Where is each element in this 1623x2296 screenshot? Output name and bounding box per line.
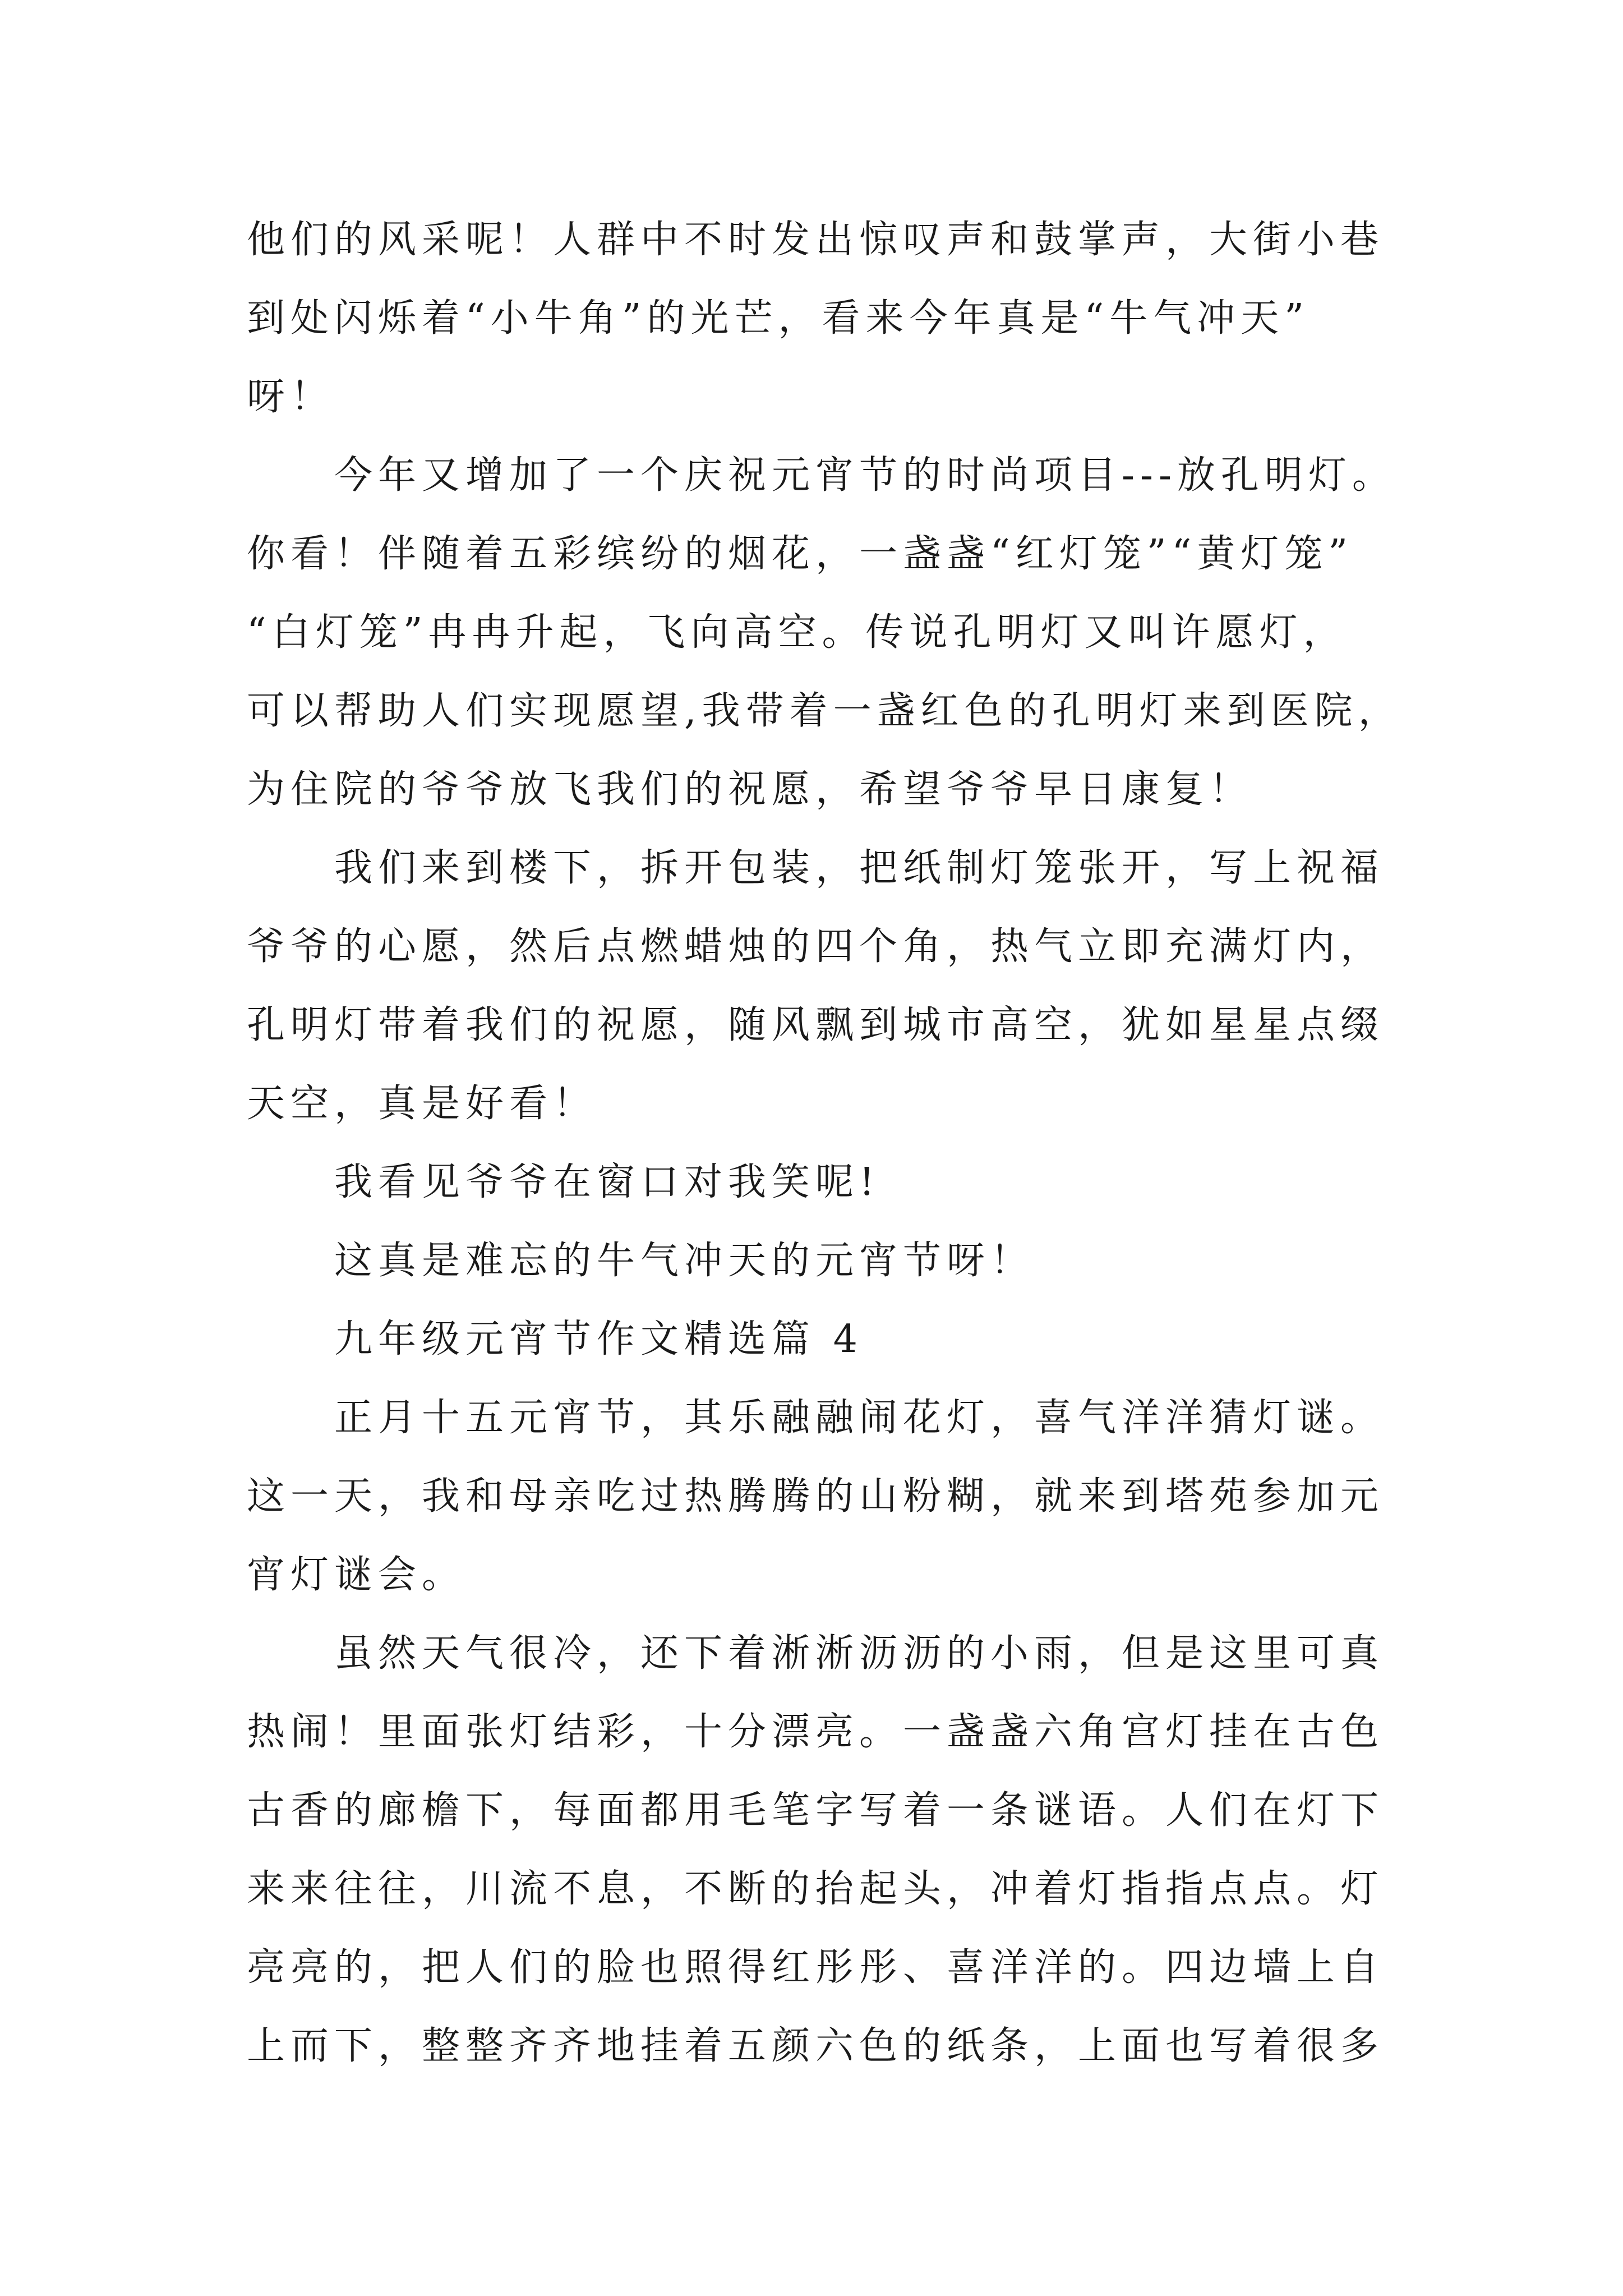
- text-line: 你看！伴随着五彩缤纷的烟花，一盏盏“红灯笼”“黄灯笼”: [247, 532, 1354, 576]
- text-line: 这真是难忘的牛气冲天的元宵节呀！: [334, 1239, 1035, 1283]
- text-line: 这一天，我和母亲吃过热腾腾的山粉糊，就来到塔苑参加元: [247, 1474, 1385, 1519]
- text-line: 呀！: [247, 375, 335, 419]
- text-line: 宵灯谜会。: [247, 1553, 466, 1597]
- text-line: 亮亮的，把人们的脸也照得红彤彤、喜洋洋的。四边墙上自: [247, 1945, 1385, 1990]
- text-line: 天空，真是好看！: [247, 1082, 597, 1126]
- text-line: 热闹！里面张灯结彩，十分漂亮。一盏盏六角宫灯挂在古色: [247, 1710, 1385, 1754]
- text-line: 爷爷的心愿，然后点燃蜡烛的四个角，热气立即充满灯内，: [247, 924, 1385, 969]
- text-line: 他们的风采呢！人群中不时发出惊叹声和鼓掌声，大街小巷: [247, 218, 1385, 262]
- text-line: 我们来到楼下，拆开包装，把纸制灯笼张开，写上祝福: [334, 846, 1385, 890]
- text-line: 来来往往，川流不息，不断的抬起头，冲着灯指指点点。灯: [247, 1867, 1385, 1911]
- text-line: 虽然天气很冷，还下着淅淅沥沥的小雨，但是这里可真: [334, 1631, 1385, 1676]
- text-line: 孔明灯带着我们的祝愿，随风飘到城市高空，犹如星星点缀: [247, 1003, 1385, 1047]
- text-line: 可以帮助人们实现愿望,我带着一盏红色的孔明灯来到医院，: [247, 689, 1402, 733]
- text-line: “白灯笼”冉冉升起，飞向高空。传说孔明灯又叫许愿灯，: [247, 610, 1347, 655]
- text-line: 正月十五元宵节，其乐融融闹花灯，喜气洋洋猜灯谜。: [334, 1396, 1385, 1440]
- text-line: 上而下，整整齐齐地挂着五颜六色的纸条，上面也写着很多: [247, 2024, 1385, 2068]
- text-line: 今年又增加了一个庆祝元宵节的时尚项目---放孔明灯。: [334, 453, 1396, 498]
- section-heading: 九年级元宵节作文精选篇 4: [334, 1317, 863, 1361]
- text-line: 为住院的爷爷放飞我们的祝愿，希望爷爷早日康复！: [247, 767, 1253, 812]
- text-line: 古香的廊檐下，每面都用毛笔字写着一条谜语。人们在灯下: [247, 1788, 1385, 1833]
- text-line: 我看见爷爷在窗口对我笑呢!: [334, 1160, 880, 1204]
- text-line: 到处闪烁着“小牛角”的光芒，看来今年真是“牛气冲天”: [247, 296, 1310, 341]
